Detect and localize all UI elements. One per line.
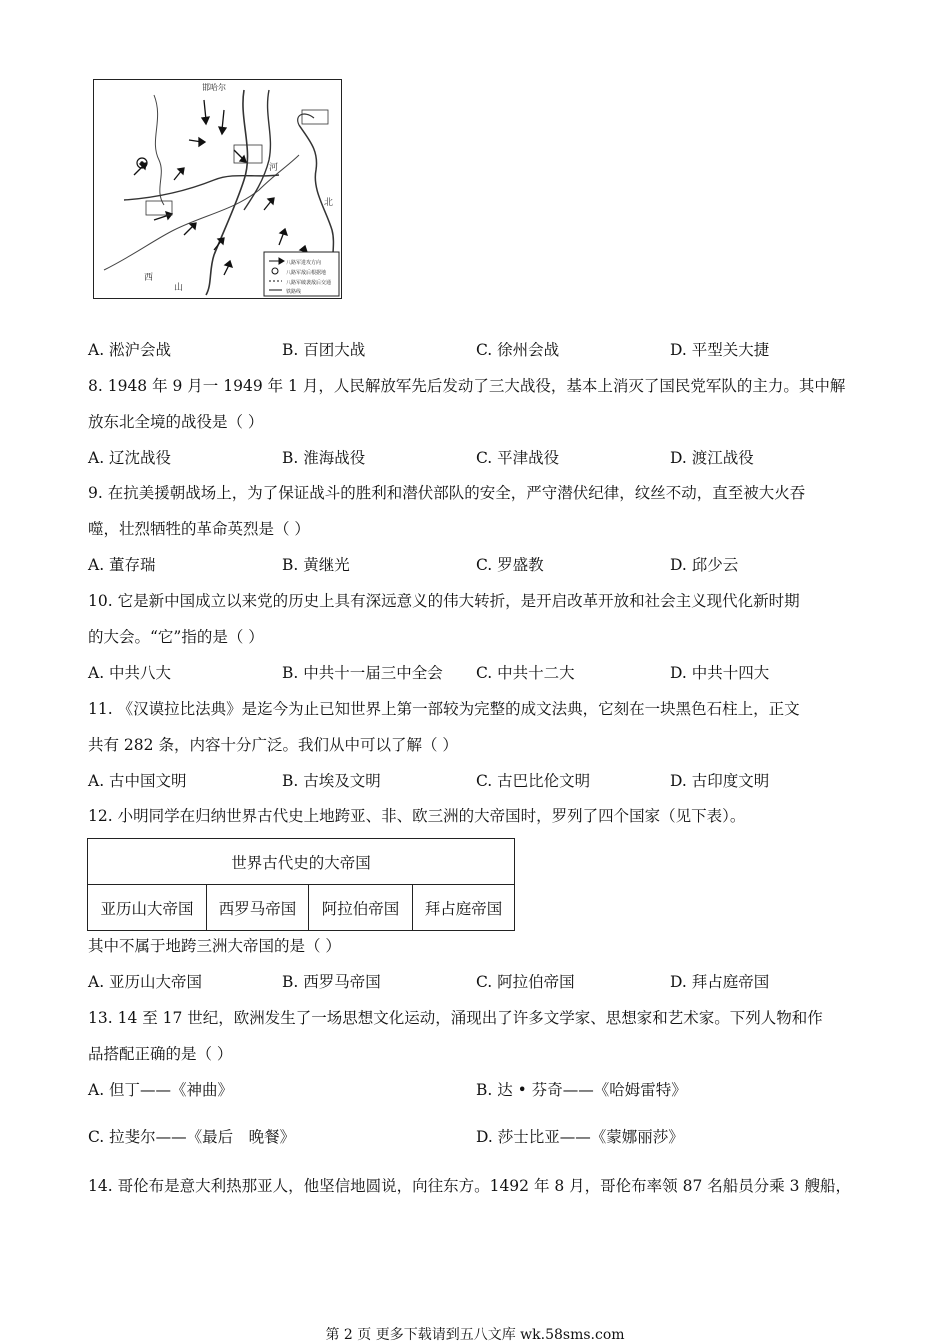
q12-option-a: A. 亚历山大帝国 [88,973,203,991]
q12-stem-line-1: 12. 小明同学在归纳世界古代史上地跨亚、非、欧三洲的大帝国时，罗列了四个国家（见下表）。 [88,807,746,825]
q11-stem-line-2: 共有 282 条，内容十分广泛。我们从中可以了解（ ） [88,736,458,754]
q10-option-d: D. 中共十四大 [670,664,770,682]
q7-option-b: B. 百团大战 [282,341,366,359]
q11-option-a: A. 古中国文明 [88,772,187,790]
q9-option-d: D. 邱少云 [670,556,739,574]
empires-table-cell: 亚历山大帝国 [88,885,207,931]
svg-text:河: 河 [269,163,279,173]
legend-item-1: 八路军进攻方向 [286,260,322,266]
q8-option-b: B. 淮海战役 [282,449,366,467]
q12-stem-line-2: 其中不属于地跨三洲大帝国的是（ ） [88,937,341,955]
empires-table [87,838,515,931]
q13-option-a: A. 但丁——《神曲》 [88,1081,234,1099]
q12-option-d: D. 拜占庭帝国 [670,973,770,991]
svg-text:西: 西 [144,273,154,283]
legend-item-3: 八路军破袭敌后交通 [286,280,332,286]
q13-stem-line-1: 13. 14 至 17 世纪，欧洲发生了一场思想文化运动，涌现出了许多文学家、思想家和艺术家。下列人物和作 [88,1009,823,1027]
q8-stem-line-2: 放东北全境的战役是（ ） [88,413,264,431]
q11-option-d: D. 古印度文明 [670,772,770,790]
q13-option-c: C. 拉斐尔——《最后 晚餐》 [88,1128,296,1146]
empires-table-cell: 阿拉伯帝国 [309,885,413,931]
q8-option-d: D. 渡江战役 [670,449,754,467]
q9-stem-line-1: 9. 在抗美援朝战场上，为了保证战斗的胜利和潜伏部队的安全，严守潜伏纪律，纹丝不动，直至被大火吞 [88,484,806,502]
q8-stem-line-1: 8. 1948 年 9 月一 1949 年 1 月，人民解放军先后发动了三大战役，基本上消灭了国民党军队的主力。其中解 [88,377,846,395]
q11-option-b: B. 古埃及文明 [282,772,381,790]
map-label-top: 邯哈尔 [202,83,226,92]
q11-stem-line-1: 11. 《汉谟拉比法典》是迄今为止已知世界上第一部较为完整的成文法典，它刻在一块黑色石柱上，正文 [88,700,800,718]
q10-option-b: B. 中共十一届三中全会 [282,664,443,682]
empires-table-cell: 拜占庭帝国 [413,885,515,931]
empires-table-cell: 西罗马帝国 [207,885,309,931]
svg-text:山: 山 [174,283,184,293]
q9-option-a: A. 董存瑞 [88,556,156,574]
battle-map-figure [93,79,342,299]
q7-option-a: A. 淞沪会战 [88,341,172,359]
q9-stem-line-2: 噬，壮烈牺牲的革命英烈是（ ） [88,520,310,538]
q8-option-c: C. 平津战役 [476,449,560,467]
q10-option-c: C. 中共十二大 [476,664,575,682]
q9-option-c: C. 罗盛教 [476,556,544,574]
q11-option-c: C. 古巴比伦文明 [476,772,591,790]
legend-item-4: 铁路线 [286,289,302,295]
q12-option-c: C. 阿拉伯帝国 [476,973,575,991]
page-footer: 第 2 页 更多下载请到五八文库 wk.58sms.com [325,1327,625,1343]
q7-option-c: C. 徐州会战 [476,341,560,359]
q8-option-a: A. 辽沈战役 [88,449,172,467]
legend-item-2: 八路军敌后根据地 [286,270,327,276]
svg-text:北: 北 [324,198,334,208]
q7-option-d: D. 平型关大捷 [670,341,770,359]
q14-stem-line-1: 14. 哥伦布是意大利热那亚人，他坚信地圆说，向往东方。1492 年 8 月，哥伦布率领 87 名船员分乘 3 艘船， [88,1177,851,1195]
q13-stem-line-2: 品搭配正确的是（ ） [88,1045,233,1063]
q13-option-d: D. 莎士比亚——《蒙娜丽莎》 [476,1128,684,1146]
q9-option-b: B. 黄继光 [282,556,350,574]
q13-option-b: B. 达 • 芬奇——《哈姆雷特》 [476,1081,687,1099]
q10-stem-line-1: 10. 它是新中国成立以来党的历史上具有深远意义的伟大转折，是开启改革开放和社会主义现代化新时期 [88,592,800,610]
q10-option-a: A. 中共八大 [88,664,172,682]
q12-option-b: B. 西罗马帝国 [282,973,381,991]
q10-stem-line-2: 的大会。“它”指的是（ ） [88,628,264,646]
empires-table-header: 世界古代史的大帝国 [88,839,515,885]
